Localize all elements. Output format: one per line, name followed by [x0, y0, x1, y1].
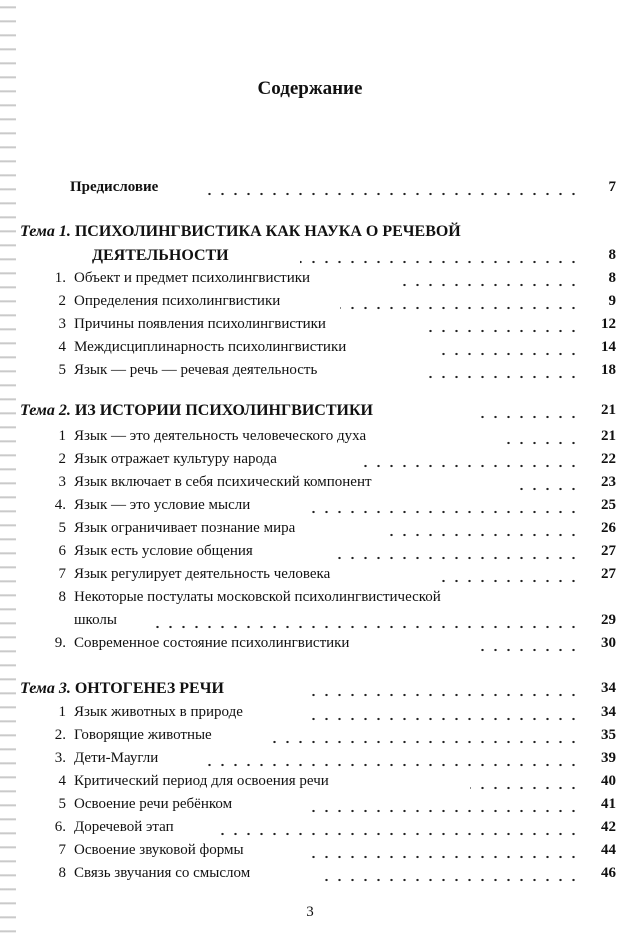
item-page: 29: [601, 612, 616, 628]
item-text: Определения психолингвистики: [74, 293, 281, 309]
item-number: 6.: [54, 819, 66, 835]
leader-dots: [220, 832, 580, 836]
item-number: 3: [58, 316, 66, 332]
toc-item: [0, 361, 620, 383]
item-page: 26: [601, 520, 616, 536]
leader-dots: [420, 329, 580, 333]
item-number: 2: [58, 293, 66, 309]
toc-item: [0, 292, 620, 314]
leader-dots: [400, 283, 580, 287]
item-number: 2.: [54, 727, 66, 743]
entry-page: 7: [608, 179, 616, 195]
item-page: 27: [601, 543, 616, 559]
item-text: Критический период для освоения речи: [74, 773, 329, 789]
topic-heading: [20, 402, 373, 420]
leader-dots: [330, 556, 580, 560]
page-number: 3: [306, 904, 314, 920]
topic-title: ОНТОГЕНЕЗ РЕЧИ: [74, 680, 224, 697]
leader-dots: [420, 375, 580, 379]
toc-item: [0, 496, 620, 518]
leader-dots: [270, 740, 580, 744]
topic-heading: [20, 680, 224, 698]
item-number: 3: [58, 474, 66, 490]
leader-dots: [310, 510, 580, 514]
leader-dots: [150, 625, 580, 629]
toc-item: [0, 588, 620, 610]
item-text: Связь звучания со смыслом: [74, 865, 251, 881]
topic-title-cont: ДЕЯТЕЛЬНОСТИ: [92, 247, 229, 264]
item-page: 34: [601, 704, 616, 720]
toc-entry-preface: [0, 178, 620, 200]
leader-dots: [340, 306, 580, 310]
item-number: 9.: [54, 635, 66, 651]
item-text: Освоение звуковой формы: [74, 842, 244, 858]
entry-label: Предисловие: [70, 179, 159, 195]
item-number: 3.: [54, 750, 66, 766]
page-title: Содержание: [257, 78, 363, 99]
toc-item: [0, 864, 620, 886]
item-page: 8: [608, 270, 616, 286]
item-number: 1.: [54, 270, 66, 286]
item-text: Дети-Маугли: [74, 750, 159, 766]
item-text: Современное состояние психолингвистики: [74, 635, 350, 651]
item-page: 30: [601, 635, 616, 651]
item-text: Междисциплинарность психолингвистики: [74, 339, 347, 355]
item-text: Язык ограничивает познание мира: [74, 520, 296, 536]
item-number: 5: [58, 520, 66, 536]
leader-dots: [320, 878, 580, 882]
item-page: 40: [601, 773, 616, 789]
toc-item: [0, 338, 620, 360]
leader-dots: [200, 763, 580, 767]
item-page: 44: [601, 842, 616, 858]
leader-dots: [310, 717, 580, 721]
leader-dots: [200, 192, 580, 196]
leader-dots: [310, 693, 580, 697]
item-page: 42: [601, 819, 616, 835]
toc-topic-3: [0, 679, 620, 701]
item-number: 1: [58, 428, 66, 444]
toc-item: [0, 772, 620, 794]
topic-label: Тема 1.: [20, 223, 71, 240]
item-text: Некоторые постулаты московской психолингвистической: [74, 589, 441, 605]
leader-dots: [500, 441, 580, 445]
item-number: 2: [58, 451, 66, 467]
leader-dots: [520, 487, 580, 491]
item-text: Язык — это условие мысли: [74, 497, 251, 513]
toc-item: [0, 565, 620, 587]
toc-item: [0, 269, 620, 291]
toc-item: [0, 841, 620, 863]
item-text-cont: школы: [74, 612, 117, 628]
item-number: 4: [58, 773, 66, 789]
item-number: 1: [58, 704, 66, 720]
toc-item: [0, 427, 620, 449]
item-page: 22: [601, 451, 616, 467]
toc-topic-1: [0, 222, 620, 244]
item-number: 5: [58, 796, 66, 812]
toc-item: [0, 795, 620, 817]
toc-topic-1-cont: [0, 246, 620, 268]
item-page: 35: [601, 727, 616, 743]
item-page: 14: [601, 339, 616, 355]
item-page: 23: [601, 474, 616, 490]
leader-dots: [300, 260, 580, 264]
item-number: 8: [58, 589, 66, 605]
leader-dots: [470, 786, 580, 790]
item-page: 25: [601, 497, 616, 513]
leader-dots: [310, 809, 580, 813]
leader-dots: [380, 533, 580, 537]
item-number: 7: [58, 566, 66, 582]
topic-label: Тема 2.: [20, 402, 71, 419]
leader-dots: [480, 415, 580, 419]
item-text: Объект и предмет психолингвистики: [74, 270, 311, 286]
entry-page: 8: [608, 247, 616, 263]
leader-dots: [310, 855, 580, 859]
item-text: Причины появления психолингвистики: [74, 316, 326, 332]
item-text: Язык — речь — речевая деятельность: [74, 362, 318, 378]
item-page: 41: [601, 796, 616, 812]
item-number: 7: [58, 842, 66, 858]
item-page: 9: [608, 293, 616, 309]
topic-label: Тема 3.: [20, 680, 71, 697]
toc-item: [0, 726, 620, 748]
item-text: Освоение речи ребёнком: [74, 796, 233, 812]
item-page: 12: [601, 316, 616, 332]
item-page: 21: [601, 428, 616, 444]
item-page: 27: [601, 566, 616, 582]
item-text: Язык животных в природе: [74, 704, 243, 720]
item-text: Язык отражает культуру народа: [74, 451, 277, 467]
item-number: 4.: [54, 497, 66, 513]
toc-item: [0, 450, 620, 472]
leader-dots: [480, 648, 580, 652]
topic-title: ИЗ ИСТОРИИ ПСИХОЛИНГВИСТИКИ: [74, 402, 373, 419]
item-number: 6: [58, 543, 66, 559]
item-text: Язык есть условие общения: [74, 543, 253, 559]
item-number: 4: [58, 339, 66, 355]
toc-item: [0, 703, 620, 725]
item-page: 39: [601, 750, 616, 766]
entry-page: 34: [601, 680, 616, 696]
item-number: 8: [58, 865, 66, 881]
item-page: 46: [601, 865, 616, 881]
toc-item: [0, 818, 620, 840]
toc-item: [0, 519, 620, 541]
entry-page: 21: [601, 402, 616, 418]
toc-item: [0, 473, 620, 495]
item-text: Говорящие животные: [74, 727, 212, 743]
item-text: Язык регулирует деятельность человека: [74, 566, 331, 582]
toc-item: [0, 315, 620, 337]
leader-dots: [440, 352, 580, 356]
toc-item: [0, 749, 620, 771]
toc-item-cont: [0, 611, 620, 633]
toc-topic-2: [0, 401, 620, 423]
topic-heading: [20, 223, 461, 241]
item-text: Язык включает в себя психический компонент: [74, 474, 372, 490]
item-number: 5: [58, 362, 66, 378]
item-text: Доречевой этап: [74, 819, 174, 835]
toc-item: [0, 542, 620, 564]
toc-item: [0, 634, 620, 656]
leader-dots: [440, 579, 580, 583]
leader-dots: [360, 464, 580, 468]
topic-title: ПСИХОЛИНГВИСТИКА КАК НАУКА О РЕЧЕВОЙ: [74, 223, 461, 240]
item-page: 18: [601, 362, 616, 378]
item-text: Язык — это деятельность человеческого духа: [74, 428, 367, 444]
